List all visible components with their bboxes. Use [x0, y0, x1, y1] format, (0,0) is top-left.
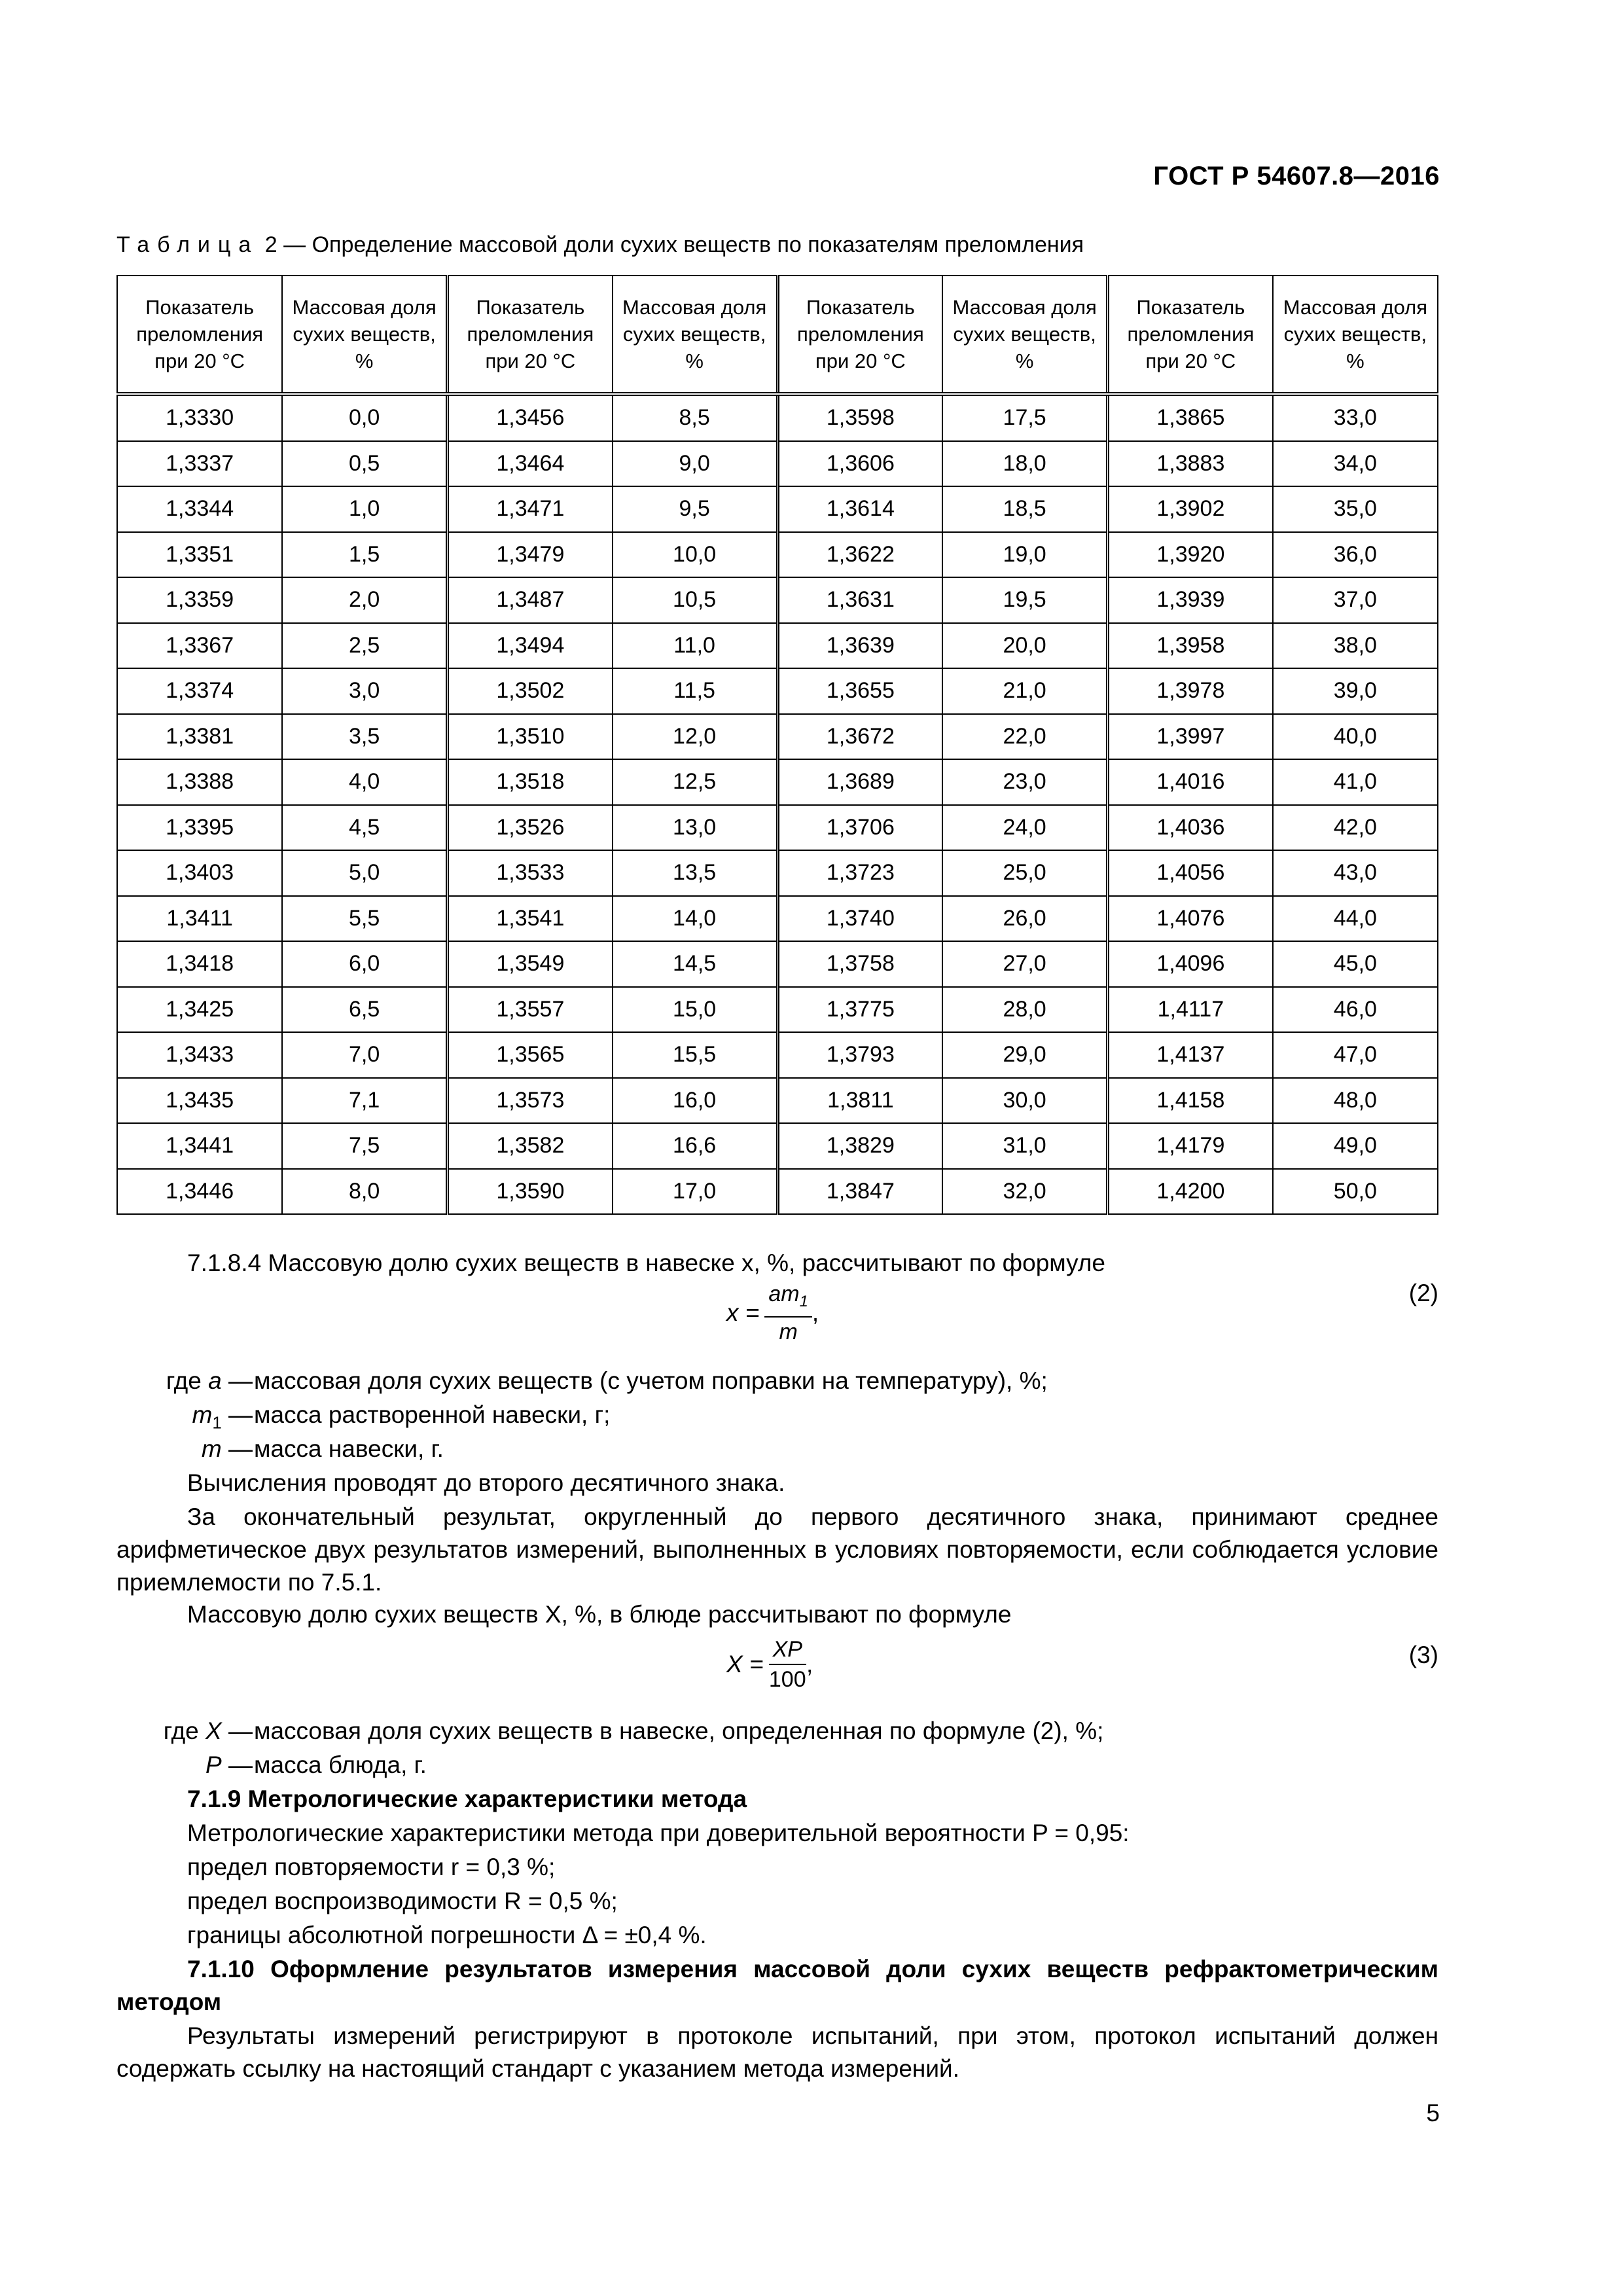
- refraction-index-cell: 1,3920: [1108, 532, 1273, 578]
- where-prefix: где: [166, 1367, 202, 1394]
- refraction-index-cell: 1,4076: [1108, 896, 1273, 942]
- refraction-index-cell: 1,3487: [448, 577, 613, 623]
- table-caption: [116, 232, 1084, 258]
- refraction-index-cell: 1,3330: [117, 394, 282, 441]
- mass-fraction-cell: 10,5: [613, 577, 777, 623]
- refraction-index-cell: 1,3775: [777, 987, 942, 1033]
- mass-fraction-cell: 38,0: [1273, 623, 1438, 669]
- mass-fraction-cell: 17,5: [942, 394, 1107, 441]
- mass-fraction-cell: 0,0: [282, 394, 447, 441]
- refraction-index-cell: 1,3939: [1108, 577, 1273, 623]
- refraction-index-cell: 1,3557: [448, 987, 613, 1033]
- mass-fraction-cell: 12,5: [613, 759, 777, 805]
- where2-desc-x: массовая доля сухих веществ в навеске, определенная по формуле (2), %;: [254, 1717, 1104, 1744]
- header-mass-fraction-4: Массовая доля сухих веществ, %: [1273, 276, 1438, 394]
- mass-fraction-cell: 4,5: [282, 805, 447, 851]
- metrology-line-1: Метрологические характеристики метода при доверительной вероятности P = 0,95:: [187, 1820, 1130, 1846]
- document-code-header: ГОСТ Р 54607.8—2016: [1153, 162, 1440, 190]
- table-row: [117, 714, 1438, 760]
- table-row: [117, 577, 1438, 623]
- mass-fraction-cell: 19,0: [942, 532, 1107, 578]
- mass-fraction-cell: 1,0: [282, 486, 447, 532]
- refraction-index-cell: 1,3411: [117, 896, 282, 942]
- refraction-index-cell: 1,3758: [777, 941, 942, 987]
- header-mass-fraction-2: Массовая доля сухих веществ, %: [613, 276, 777, 394]
- refraction-index-cell: 1,3479: [448, 532, 613, 578]
- table-row: [117, 850, 1438, 896]
- mass-fraction-cell: 13,0: [613, 805, 777, 851]
- refraction-index-cell: 1,3631: [777, 577, 942, 623]
- formula-3-trail: ,: [806, 1651, 813, 1677]
- mass-fraction-cell: 44,0: [1273, 896, 1438, 942]
- where2-symbol-p: P: [205, 1751, 222, 1778]
- section-7184-intro: 7.1.8.4 Массовую долю сухих веществ в навеске x, %, рассчитывают по формуле: [187, 1249, 1105, 1276]
- mass-fraction-cell: 23,0: [942, 759, 1107, 805]
- table-row: [117, 1123, 1438, 1169]
- where-symbol-a: a: [208, 1367, 222, 1394]
- refraction-index-cell: 1,3883: [1108, 441, 1273, 487]
- refraction-index-cell: 1,4179: [1108, 1123, 1273, 1169]
- mass-fraction-cell: 22,0: [942, 714, 1107, 760]
- mass-fraction-cell: 9,0: [613, 441, 777, 487]
- mass-fraction-cell: 13,5: [613, 850, 777, 896]
- table-row: [117, 394, 1438, 441]
- formula-2-fraction: [764, 1280, 812, 1346]
- mass-fraction-cell: 2,0: [282, 577, 447, 623]
- mass-fraction-cell: 17,0: [613, 1169, 777, 1215]
- refraction-index-cell: 1,3811: [777, 1078, 942, 1124]
- mass-fraction-cell: 4,0: [282, 759, 447, 805]
- where2-item-x: [123, 1715, 1104, 1748]
- refraction-index-cell: 1,3829: [777, 1123, 942, 1169]
- mass-fraction-cell: 26,0: [942, 896, 1107, 942]
- refraction-index-cell: 1,3433: [117, 1032, 282, 1078]
- table-body: [117, 394, 1438, 1214]
- mass-fraction-cell: 41,0: [1273, 759, 1438, 805]
- refraction-index-cell: 1,3590: [448, 1169, 613, 1215]
- refraction-index-cell: 1,3793: [777, 1032, 942, 1078]
- refraction-index-cell: 1,3441: [117, 1123, 282, 1169]
- mass-fraction-cell: 39,0: [1273, 668, 1438, 714]
- table-caption-label: Таблица: [116, 232, 259, 257]
- formula-2-number: (2): [1408, 1280, 1438, 1306]
- refraction-index-cell: 1,3418: [117, 941, 282, 987]
- refraction-index-cell: 1,3518: [448, 759, 613, 805]
- mass-fraction-cell: 37,0: [1273, 577, 1438, 623]
- refraction-index-cell: 1,4158: [1108, 1078, 1273, 1124]
- mass-fraction-cell: 14,5: [613, 941, 777, 987]
- mass-fraction-cell: 25,0: [942, 850, 1107, 896]
- refraction-index-cell: 1,4036: [1108, 805, 1273, 851]
- table-row: [117, 941, 1438, 987]
- where2-item-p: [123, 1749, 427, 1782]
- where-item-a: [123, 1365, 1048, 1397]
- formula-2-numerator-sub: 1: [799, 1292, 808, 1310]
- refraction-index-cell: 1,3464: [448, 441, 613, 487]
- mass-fraction-cell: 7,5: [282, 1123, 447, 1169]
- mass-fraction-cell: 15,0: [613, 987, 777, 1033]
- refraction-index-cell: 1,3502: [448, 668, 613, 714]
- formula-3: [726, 1635, 813, 1694]
- table-row: [117, 805, 1438, 851]
- formula-3-number: (3): [1408, 1641, 1438, 1668]
- formula-2-trail: ,: [812, 1299, 819, 1326]
- table-row: [117, 896, 1438, 942]
- refraction-index-cell: 1,3978: [1108, 668, 1273, 714]
- formula-3-lhs: X =: [726, 1651, 764, 1677]
- section-7110-heading: 7.1.10 Оформление результатов измерения массовой доли сухих веществ рефрактометрическим методом: [116, 1956, 1438, 2015]
- header-refraction-index-4: Показатель преломления при 20 °С: [1108, 276, 1273, 394]
- mass-fraction-cell: 43,0: [1273, 850, 1438, 896]
- mass-fraction-cell: 1,5: [282, 532, 447, 578]
- refraction-index-cell: 1,3655: [777, 668, 942, 714]
- refraction-index-cell: 1,3614: [777, 486, 942, 532]
- refraction-index-cell: 1,3541: [448, 896, 613, 942]
- where-symbol-m1: m: [192, 1401, 213, 1428]
- refraction-index-cell: 1,3374: [117, 668, 282, 714]
- refraction-index-cell: 1,3435: [117, 1078, 282, 1124]
- refraction-index-cell: 1,3337: [117, 441, 282, 487]
- mass-fraction-cell: 33,0: [1273, 394, 1438, 441]
- table-row: [117, 486, 1438, 532]
- formula-3-numerator: XP: [769, 1635, 806, 1665]
- refraction-index-cell: 1,3565: [448, 1032, 613, 1078]
- formula-2-denominator: m: [779, 1319, 798, 1344]
- formula-2-lhs: x =: [726, 1299, 760, 1326]
- section-7110-body: Результаты измерений регистрируют в протоколе испытаний, при этом, протокол испытаний должен содержать ссылку на настоящий стандарт с указанием метода измерений.: [116, 2022, 1438, 2082]
- mass-fraction-cell: 5,0: [282, 850, 447, 896]
- mass-fraction-cell: 47,0: [1273, 1032, 1438, 1078]
- refraction-index-cell: 1,3367: [117, 623, 282, 669]
- refraction-index-cell: 1,3344: [117, 486, 282, 532]
- mass-fraction-cell: 21,0: [942, 668, 1107, 714]
- where2-symbol-x: X: [205, 1717, 222, 1744]
- refraction-index-cell: 1,3902: [1108, 486, 1273, 532]
- refraction-index-cell: 1,3456: [448, 394, 613, 441]
- mass-fraction-cell: 24,0: [942, 805, 1107, 851]
- refraction-index-cell: 1,3865: [1108, 394, 1273, 441]
- mass-fraction-cell: 35,0: [1273, 486, 1438, 532]
- metrology-line-3: предел воспроизводимости R = 0,5 %;: [187, 1888, 618, 1914]
- refraction-index-cell: 1,3606: [777, 441, 942, 487]
- refraction-index-cell: 1,3706: [777, 805, 942, 851]
- table-row: [117, 532, 1438, 578]
- refraction-index-cell: 1,4117: [1108, 987, 1273, 1033]
- refraction-index-cell: 1,3958: [1108, 623, 1273, 669]
- refraction-index-cell: 1,3526: [448, 805, 613, 851]
- where-desc-m1: масса растворенной навески, г;: [254, 1401, 611, 1428]
- mass-fraction-cell: 40,0: [1273, 714, 1438, 760]
- mass-fraction-cell: 7,1: [282, 1078, 447, 1124]
- refraction-index-cell: 1,3351: [117, 532, 282, 578]
- mass-fraction-cell: 36,0: [1273, 532, 1438, 578]
- mass-fraction-cell: 16,0: [613, 1078, 777, 1124]
- where-dash: —: [228, 1751, 253, 1778]
- where-dash: —: [228, 1401, 253, 1428]
- mass-fraction-cell: 18,0: [942, 441, 1107, 487]
- metrology-line-4: границы абсолютной погрешности Δ = ±0,4 %.: [187, 1922, 707, 1948]
- mass-fraction-cell: 27,0: [942, 941, 1107, 987]
- mass-fraction-cell: 14,0: [613, 896, 777, 942]
- mass-fraction-cell: 30,0: [942, 1078, 1107, 1124]
- mass-fraction-cell: 32,0: [942, 1169, 1107, 1215]
- mass-fraction-cell: 9,5: [613, 486, 777, 532]
- refraction-table: [116, 275, 1438, 1215]
- mass-fraction-cell: 11,5: [613, 668, 777, 714]
- mass-fraction-cell: 8,0: [282, 1169, 447, 1215]
- where-symbol-m: m: [201, 1435, 222, 1462]
- refraction-index-cell: 1,4200: [1108, 1169, 1273, 1215]
- mass-fraction-cell: 29,0: [942, 1032, 1107, 1078]
- mass-fraction-cell: 12,0: [613, 714, 777, 760]
- final-result-paragraph: За окончательный результат, округленный до первого десятичного знака, принимают среднее арифметическое двух результатов измерений, выполненных в условиях повторяемости, если соблюдается условие приемлемости по 7.5.1.: [116, 1503, 1438, 1596]
- mass-fraction-cell: 8,5: [613, 394, 777, 441]
- table-caption-number: 2: [264, 232, 277, 257]
- header-mass-fraction-3: Массовая доля сухих веществ, %: [942, 276, 1107, 394]
- table-row: [117, 623, 1438, 669]
- header-mass-fraction-1: Массовая доля сухих веществ, %: [282, 276, 447, 394]
- formula-3-denominator: 100: [768, 1667, 806, 1692]
- mass-fraction-cell: 28,0: [942, 987, 1107, 1033]
- mass-fraction-cell: 46,0: [1273, 987, 1438, 1033]
- header-refraction-index-1: Показатель преломления при 20 °С: [117, 276, 282, 394]
- mass-fraction-cell: 5,5: [282, 896, 447, 942]
- mass-fraction-cell: 34,0: [1273, 441, 1438, 487]
- refraction-index-cell: 1,4056: [1108, 850, 1273, 896]
- where-dash: —: [228, 1367, 253, 1394]
- refraction-index-cell: 1,3639: [777, 623, 942, 669]
- table-header-row: [117, 276, 1438, 394]
- mass-fraction-cell: 20,0: [942, 623, 1107, 669]
- where-desc-m: масса навески, г.: [254, 1435, 444, 1462]
- table-row: [117, 1032, 1438, 1078]
- refraction-index-cell: 1,3359: [117, 577, 282, 623]
- table-row: [117, 1169, 1438, 1215]
- refraction-index-cell: 1,3510: [448, 714, 613, 760]
- refraction-index-cell: 1,3446: [117, 1169, 282, 1215]
- table-row: [117, 987, 1438, 1033]
- table-row: [117, 441, 1438, 487]
- refraction-index-cell: 1,3672: [777, 714, 942, 760]
- refraction-index-cell: 1,3494: [448, 623, 613, 669]
- refraction-index-cell: 1,3395: [117, 805, 282, 851]
- refraction-index-cell: 1,3582: [448, 1123, 613, 1169]
- refraction-index-cell: 1,4137: [1108, 1032, 1273, 1078]
- page-number: 5: [1426, 2100, 1440, 2126]
- refraction-index-cell: 1,3573: [448, 1078, 613, 1124]
- where2-desc-p: масса блюда, г.: [254, 1751, 427, 1778]
- table-caption-text: — Определение массовой доли сухих веществ по показателям преломления: [283, 232, 1084, 257]
- dish-formula-intro: Массовую долю сухих веществ X, %, в блюде рассчитывают по формуле: [187, 1601, 1012, 1628]
- mass-fraction-cell: 50,0: [1273, 1169, 1438, 1215]
- mass-fraction-cell: 18,5: [942, 486, 1107, 532]
- mass-fraction-cell: 6,5: [282, 987, 447, 1033]
- refraction-index-cell: 1,4096: [1108, 941, 1273, 987]
- mass-fraction-cell: 15,5: [613, 1032, 777, 1078]
- where-prefix: где: [163, 1717, 199, 1744]
- table-row: [117, 759, 1438, 805]
- refraction-index-cell: 1,3598: [777, 394, 942, 441]
- metrology-line-2: предел повторяемости r = 0,3 %;: [187, 1854, 556, 1880]
- mass-fraction-cell: 6,0: [282, 941, 447, 987]
- mass-fraction-cell: 0,5: [282, 441, 447, 487]
- formula-2-numerator: am: [768, 1282, 800, 1306]
- mass-fraction-cell: 16,6: [613, 1123, 777, 1169]
- where-dash: —: [228, 1717, 253, 1744]
- table-row: [117, 668, 1438, 714]
- where-dash: —: [228, 1435, 253, 1462]
- mass-fraction-cell: 19,5: [942, 577, 1107, 623]
- formula-3-fraction: [769, 1635, 806, 1694]
- refraction-index-cell: 1,3381: [117, 714, 282, 760]
- refraction-index-cell: 1,3689: [777, 759, 942, 805]
- mass-fraction-cell: 2,5: [282, 623, 447, 669]
- mass-fraction-cell: 45,0: [1273, 941, 1438, 987]
- mass-fraction-cell: 48,0: [1273, 1078, 1438, 1124]
- mass-fraction-cell: 11,0: [613, 623, 777, 669]
- mass-fraction-cell: 10,0: [613, 532, 777, 578]
- refraction-index-cell: 1,3533: [448, 850, 613, 896]
- refraction-index-cell: 1,3388: [117, 759, 282, 805]
- refraction-index-cell: 1,3549: [448, 941, 613, 987]
- formula-2: [726, 1280, 819, 1346]
- refraction-index-cell: 1,3997: [1108, 714, 1273, 760]
- where-item-m: [123, 1433, 444, 1465]
- refraction-index-cell: 1,3847: [777, 1169, 942, 1215]
- refraction-index-cell: 1,3403: [117, 850, 282, 896]
- refraction-index-cell: 1,3740: [777, 896, 942, 942]
- mass-fraction-cell: 3,5: [282, 714, 447, 760]
- header-refraction-index-3: Показатель преломления при 20 °С: [777, 276, 942, 394]
- table-row: [117, 1078, 1438, 1124]
- calc-note: Вычисления проводят до второго десятичного знака.: [187, 1469, 785, 1496]
- header-refraction-index-2: Показатель преломления при 20 °С: [448, 276, 613, 394]
- where-symbol-m1-sub: 1: [212, 1414, 222, 1433]
- mass-fraction-cell: 3,0: [282, 668, 447, 714]
- refraction-index-cell: 1,3723: [777, 850, 942, 896]
- section-719-heading: 7.1.9 Метрологические характеристики метода: [187, 1785, 747, 1812]
- refraction-index-cell: 1,3425: [117, 987, 282, 1033]
- refraction-index-cell: 1,3471: [448, 486, 613, 532]
- refraction-index-cell: 1,3622: [777, 532, 942, 578]
- mass-fraction-cell: 42,0: [1273, 805, 1438, 851]
- refraction-index-cell: 1,4016: [1108, 759, 1273, 805]
- mass-fraction-cell: 7,0: [282, 1032, 447, 1078]
- mass-fraction-cell: 31,0: [942, 1123, 1107, 1169]
- mass-fraction-cell: 49,0: [1273, 1123, 1438, 1169]
- where-desc-a: массовая доля сухих веществ (с учетом поправки на температуру), %;: [254, 1367, 1048, 1394]
